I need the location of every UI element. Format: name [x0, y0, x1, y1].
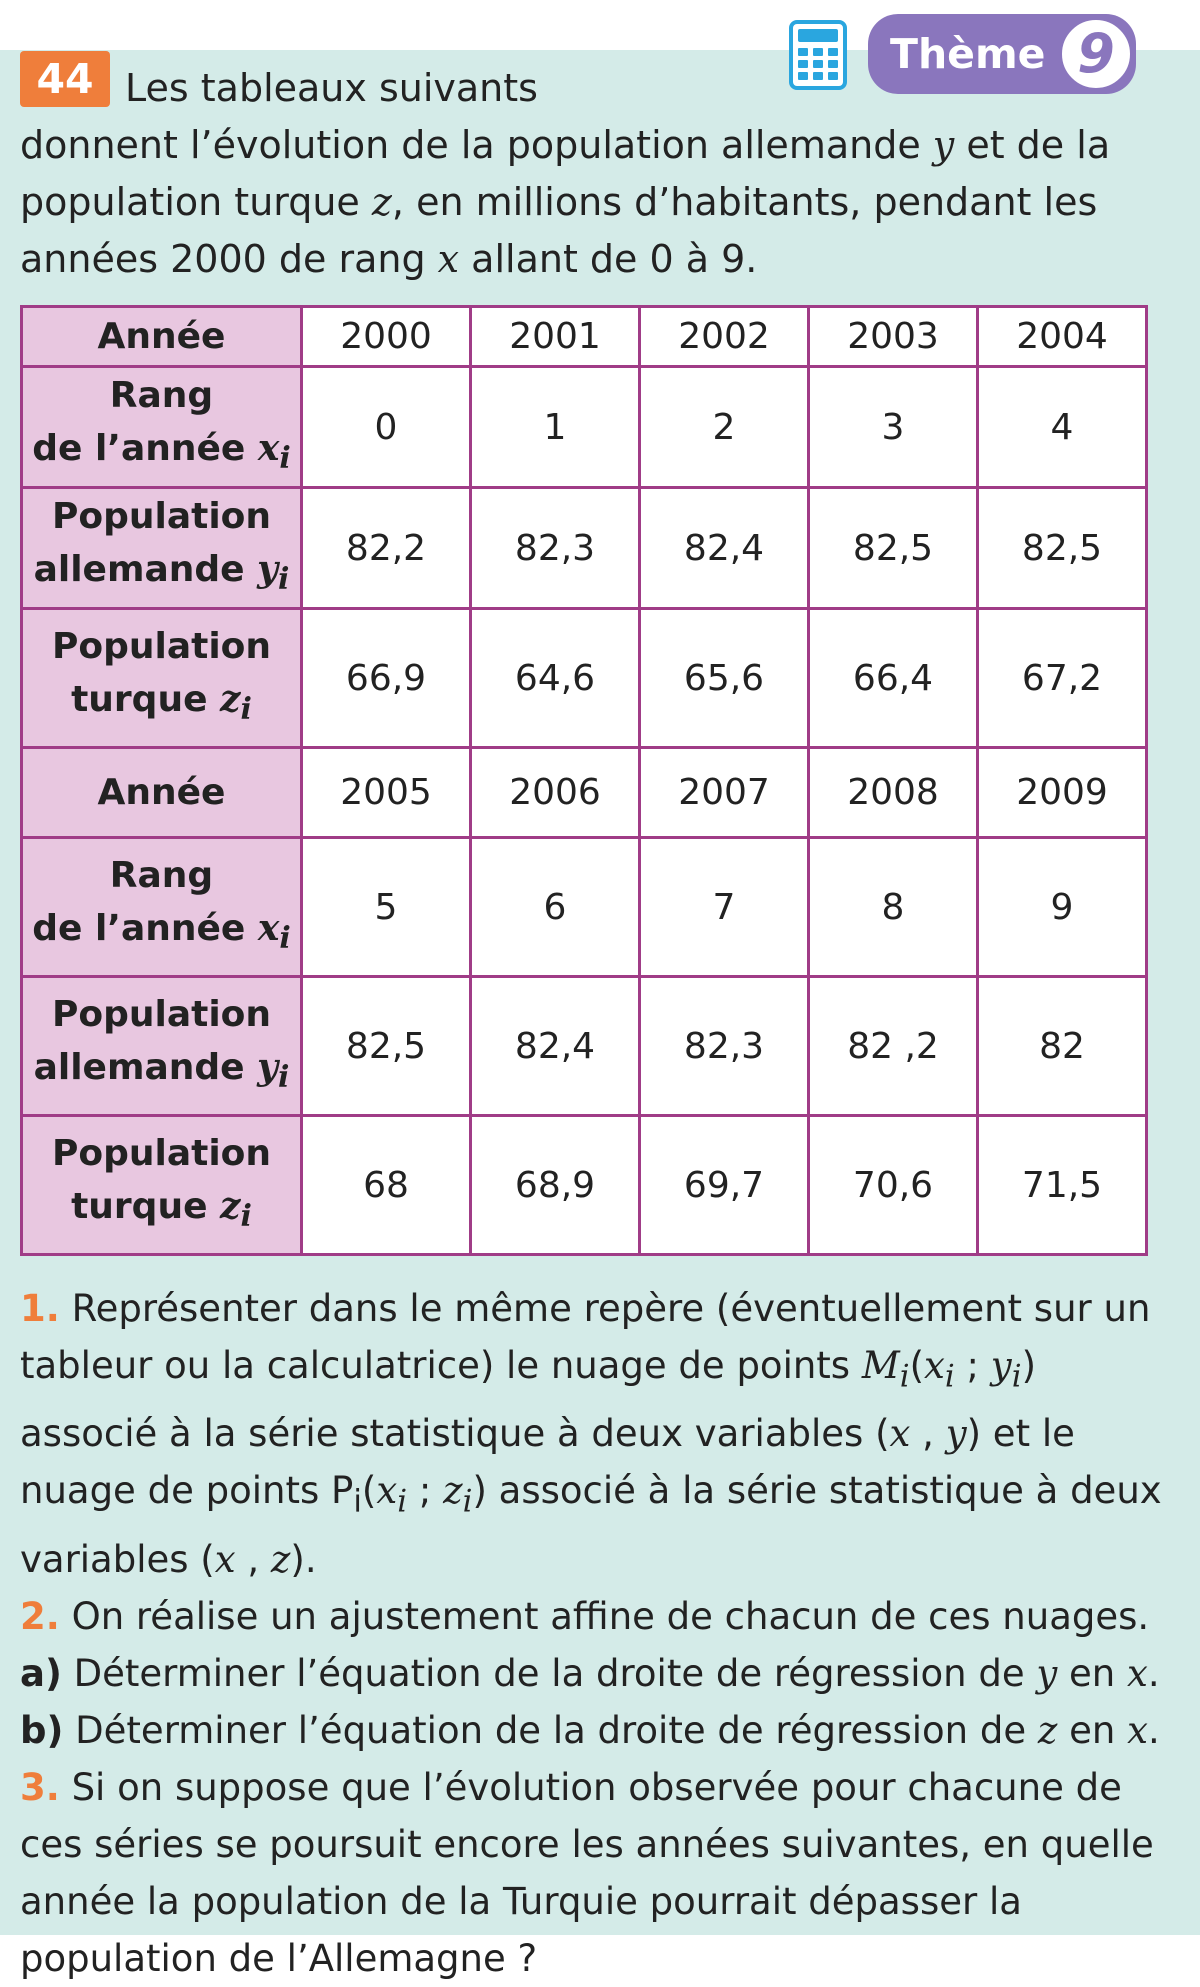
question-1: 1. Représenter dans le même repère (éventuellement sur un tableur ou la calculatrice) le nuage de points $M_i(x_i$ ; $y_i$) associé à la série statistique à deux variables (x , y) et le nuage de points $P_i(x_i$ ; $z_i$) associé à la série statistique à deux variables (x , z).: [20, 1287, 1162, 1581]
table-cell: 2002: [640, 307, 809, 367]
table-cell: 82: [978, 977, 1147, 1116]
table-cell: 82,4: [471, 977, 640, 1116]
table-cell: 82,5: [978, 488, 1147, 609]
table-cell: 66,9: [302, 609, 471, 748]
row-header-year: Année: [22, 748, 302, 838]
table-cell: 8: [809, 838, 978, 977]
question-2b: b) Déterminer l’équation de la droite de régression de z en x.: [20, 1708, 1160, 1752]
table-cell: 82,3: [640, 977, 809, 1116]
table-cell: 6: [471, 838, 640, 977]
table-cell: 2007: [640, 748, 809, 838]
table-cell: 64,6: [471, 609, 640, 748]
intro-var-x: x: [437, 237, 460, 281]
table-cell: 2: [640, 367, 809, 488]
question-label: a): [20, 1651, 62, 1695]
table-cell: 68: [302, 1116, 471, 1255]
table-row-turkey: [22, 609, 1147, 748]
exercise-intro: [20, 60, 1170, 288]
intro-part-5: allant de 0 à 9.: [459, 237, 758, 281]
question-number: 3.: [20, 1765, 60, 1809]
intro-part-2: donnent l’évolution de la population allemande: [20, 123, 933, 167]
table-cell: 7: [640, 838, 809, 977]
intro-part-3: et de la population turque: [20, 123, 1111, 224]
table-cell: 3: [809, 367, 978, 488]
question-number: 2.: [20, 1594, 60, 1638]
question-2a: a) Déterminer l’équation de la droite de régression de y en x.: [20, 1651, 1160, 1695]
question-label: b): [20, 1708, 64, 1752]
table-row-year: [22, 748, 1147, 838]
population-table: [20, 305, 1148, 1256]
theme-label: Thème: [890, 30, 1046, 78]
row-header-germany: Population allemande $y_i$: [22, 977, 302, 1116]
table-cell: 82,5: [302, 977, 471, 1116]
question-number: 1.: [20, 1287, 60, 1330]
table-row-germany: [22, 488, 1147, 609]
row-header-year: Année: [22, 307, 302, 367]
table-row-rank: [22, 367, 1147, 488]
exercise-number-badge: 44: [20, 51, 110, 107]
questions: [20, 1280, 1170, 1987]
table-cell: 4: [978, 367, 1147, 488]
table-cell: 9: [978, 838, 1147, 977]
table-cell: 2004: [978, 307, 1147, 367]
question-3: 3. Si on suppose que l’évolution observée pour chacune de ces séries se poursuit encore les années suivantes, en quelle année la population de la Turquie pourrait dépasser la population de l’Allemagne ?: [20, 1765, 1154, 1980]
table-row-rank: [22, 838, 1147, 977]
table-cell: 82,4: [640, 488, 809, 609]
table-cell: 68,9: [471, 1116, 640, 1255]
row-header-turkey: Population turque $z_i$: [22, 1116, 302, 1255]
intro-var-y: y: [932, 123, 955, 167]
question-2: 2. On réalise un ajustement affine de chacun de ces nuages.: [20, 1594, 1150, 1638]
row-header-turkey: Population turque $z_i$: [22, 609, 302, 748]
row-header-germany: Population allemande $y_i$: [22, 488, 302, 609]
table-cell: 82,2: [302, 488, 471, 609]
table-cell: 2003: [809, 307, 978, 367]
intro-part-1: Les tableaux suivants: [125, 66, 538, 110]
table-cell: 65,6: [640, 609, 809, 748]
table-cell: 70,6: [809, 1116, 978, 1255]
table-cell: 0: [302, 367, 471, 488]
table-cell: 82,5: [809, 488, 978, 609]
table-cell: 2001: [471, 307, 640, 367]
row-header-rank: Rang de l’année $x_i$: [22, 367, 302, 488]
intro-var-z: z: [371, 180, 392, 224]
table-cell: 2009: [978, 748, 1147, 838]
table-cell: 2000: [302, 307, 471, 367]
table-cell: 69,7: [640, 1116, 809, 1255]
table-cell: 66,4: [809, 609, 978, 748]
row-header-rank: Rang de l’année $x_i$: [22, 838, 302, 977]
table-cell: 1: [471, 367, 640, 488]
table-cell: 2006: [471, 748, 640, 838]
intro-part-4: , en millions d’habitants, pendant les années 2000 de rang: [20, 180, 1098, 281]
table-cell: 67,2: [978, 609, 1147, 748]
table-row-germany: [22, 977, 1147, 1116]
table-cell: 5: [302, 838, 471, 977]
table-row-year: [22, 307, 1147, 367]
table-cell: 82,3: [471, 488, 640, 609]
table-cell: 2008: [809, 748, 978, 838]
table-cell: 71,5: [978, 1116, 1147, 1255]
theme-number: 9: [1058, 16, 1134, 92]
table-cell: 82 ,2: [809, 977, 978, 1116]
table-row-turkey: [22, 1116, 1147, 1255]
table-cell: 2005: [302, 748, 471, 838]
